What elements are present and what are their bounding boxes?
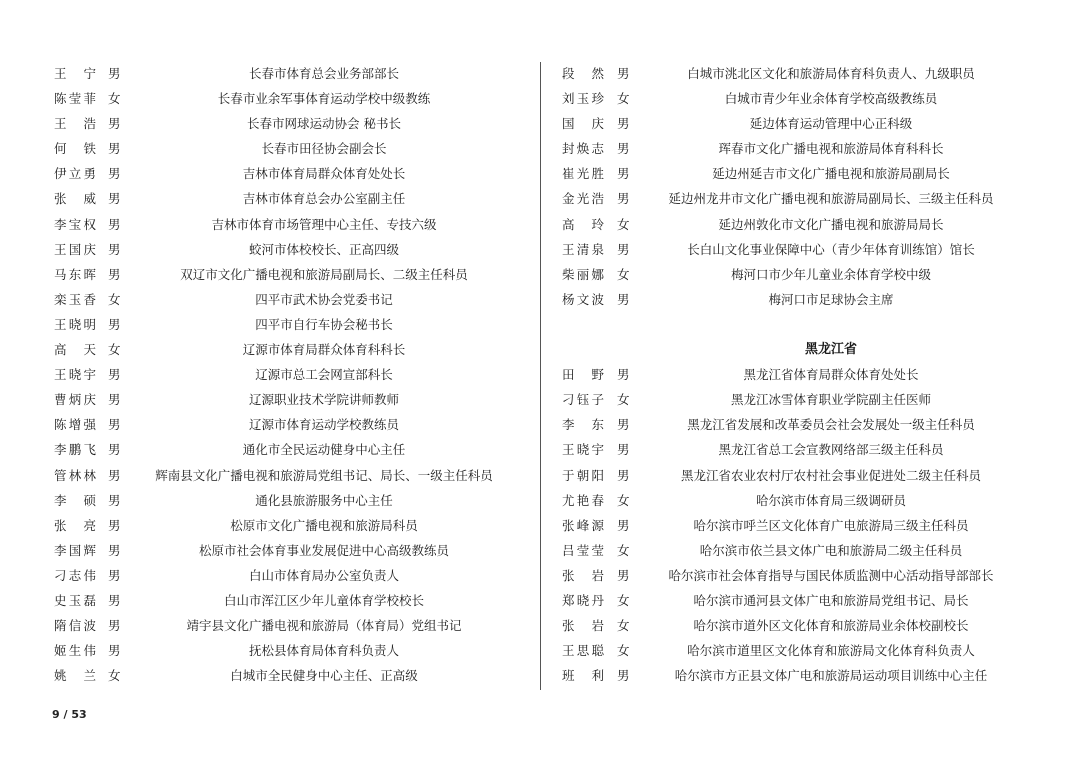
person-name: 马东晖 <box>54 266 96 282</box>
person-name: 张亮 <box>54 517 96 533</box>
person-name: 何铁 <box>54 141 96 157</box>
person-title: 白山市浑江区少年儿童体育学校校长 <box>223 592 424 608</box>
person-name: 段然 <box>562 66 604 81</box>
person-name: 姚兰 <box>54 668 96 684</box>
person-gender: 男 <box>617 517 630 533</box>
list-item <box>541 136 1080 161</box>
list-item <box>0 513 540 538</box>
person-name: 陈莹菲 <box>54 91 96 107</box>
person-title: 哈尔滨市体育局三级调研员 <box>755 492 906 508</box>
person-title: 哈尔滨市方正县文体广电和旅游局运动项目训练中心主任 <box>674 668 988 684</box>
person-title: 靖宇县文化广播电视和旅游局（体育局）党组书记 <box>186 618 462 634</box>
list-item <box>0 136 540 161</box>
list-item <box>541 186 1080 211</box>
person-title: 长春市业余军事体育运动学校中级教练 <box>217 91 431 107</box>
person-title: 蛟河市体校校长、正高四级 <box>248 241 399 257</box>
list-item <box>0 463 540 488</box>
list-item <box>0 488 540 513</box>
list-item <box>541 161 1080 186</box>
person-name: 郑晓丹 <box>562 592 604 608</box>
person-name: 张岩 <box>562 618 604 634</box>
person-gender: 男 <box>108 266 121 282</box>
person-name: 王国庆 <box>54 241 96 257</box>
list-item <box>0 61 540 86</box>
person-name: 尤艳春 <box>562 492 604 508</box>
person-name: 王晓宇 <box>54 367 96 383</box>
person-title: 哈尔滨市呼兰区文化体育广电旅游局三级主任科员 <box>693 517 969 533</box>
person-gender: 男 <box>108 618 121 634</box>
list-item <box>0 663 540 688</box>
person-gender: 女 <box>108 342 121 358</box>
person-gender: 男 <box>108 542 121 558</box>
person-gender: 女 <box>617 91 630 107</box>
person-gender: 男 <box>108 592 121 608</box>
list-item <box>541 638 1080 663</box>
person-name: 栾玉香 <box>54 291 96 307</box>
person-name: 隋信波 <box>54 618 96 634</box>
person-gender: 女 <box>108 291 121 307</box>
person-title: 哈尔滨市依兰县文体广电和旅游局二级主任科员 <box>699 542 963 558</box>
person-gender: 男 <box>108 66 121 81</box>
person-title: 松原市社会体育事业发展促进中心高级教练员 <box>198 542 449 558</box>
person-title: 长春市田径协会副会长 <box>261 141 387 157</box>
province-heading-text: 黑龙江省 <box>804 342 857 358</box>
person-name: 崔光胜 <box>562 166 604 182</box>
person-title: 辽源市体育运动学校教练员 <box>248 417 399 433</box>
person-title: 长白山文化事业保障中心（青少年体育训练馆）馆长 <box>687 241 975 257</box>
person-title: 辉南县文化广播电视和旅游局党组书记、局长、一级主任科员 <box>155 467 493 483</box>
person-name: 姬生伟 <box>54 643 96 659</box>
person-gender: 男 <box>617 141 630 157</box>
person-gender: 女 <box>108 668 121 684</box>
person-title: 梅河口市少年儿童业余体育学校中级 <box>730 266 931 282</box>
list-item <box>0 86 540 111</box>
person-name: 李东 <box>562 417 604 433</box>
province-heading <box>541 337 1080 362</box>
person-gender: 男 <box>108 141 121 157</box>
list-item <box>541 412 1080 437</box>
person-title: 延边州龙井市文化广播电视和旅游局副局长、三级主任科员 <box>668 191 994 207</box>
person-name: 吕莹莹 <box>562 542 604 558</box>
person-name: 张岩 <box>562 567 604 583</box>
list-item <box>541 463 1080 488</box>
list-item <box>0 412 540 437</box>
person-name: 李国辉 <box>54 542 96 558</box>
person-title: 黑龙江省体育局群众体育处处长 <box>743 367 919 383</box>
person-title: 抚松县体育局体育科负责人 <box>248 643 399 659</box>
person-name: 王宁 <box>54 66 96 81</box>
person-gender: 男 <box>617 467 630 483</box>
list-item <box>0 588 540 613</box>
person-title: 黑龙江省总工会宣教网络部三级主任科员 <box>718 442 944 458</box>
person-name: 史玉磊 <box>54 592 96 608</box>
list-item <box>0 161 540 186</box>
person-title: 哈尔滨市通河县文体广电和旅游局党组书记、局长 <box>693 592 969 608</box>
person-gender: 男 <box>108 643 121 659</box>
person-name: 王思聪 <box>562 643 604 659</box>
list-item <box>0 337 540 362</box>
person-title: 辽源市总工会网宣部科长 <box>255 367 393 383</box>
person-gender: 女 <box>617 492 630 508</box>
person-title: 哈尔滨市道外区文化体育和旅游局业余体校副校长 <box>693 618 969 634</box>
person-name: 李鹏飞 <box>54 442 96 458</box>
list-item <box>541 613 1080 638</box>
list-item <box>0 262 540 287</box>
person-title: 吉林市体育市场管理中心主任、专技六级 <box>211 216 437 232</box>
person-name: 班利 <box>562 668 604 684</box>
person-gender: 男 <box>108 567 121 583</box>
person-title: 延边体育运动管理中心正科级 <box>749 116 913 132</box>
person-name: 封焕志 <box>562 141 604 157</box>
person-title: 哈尔滨市道里区文化体育和旅游局文化体育科负责人 <box>687 643 975 659</box>
person-gender: 男 <box>617 66 630 81</box>
person-gender: 男 <box>617 567 630 583</box>
list-item <box>541 663 1080 688</box>
person-title: 辽源市体育局群众体育科科长 <box>242 342 406 358</box>
person-title: 吉林市体育总会办公室副主任 <box>242 191 406 207</box>
list-item <box>0 212 540 237</box>
page-number: 9 / 53 <box>52 708 87 721</box>
person-gender: 女 <box>617 618 630 634</box>
person-gender: 男 <box>617 166 630 182</box>
person-title: 哈尔滨市社会体育指导与国民体质监测中心活动指导部部长 <box>668 567 994 583</box>
person-name: 刁志伟 <box>54 567 96 583</box>
person-gender: 男 <box>108 492 121 508</box>
person-name: 陈增强 <box>54 417 96 433</box>
list-item <box>0 638 540 663</box>
person-gender: 男 <box>108 442 121 458</box>
person-name: 刘玉珍 <box>562 91 604 107</box>
person-title: 白城市全民健身中心主任、正高级 <box>230 668 418 684</box>
list-item <box>0 538 540 563</box>
list-item <box>541 61 1080 86</box>
person-name: 高天 <box>54 342 96 358</box>
person-name: 王清泉 <box>562 241 604 257</box>
person-gender: 男 <box>617 668 630 684</box>
person-title: 白山市体育局办公室负责人 <box>248 567 399 583</box>
person-title: 长春市网球运动协会 秘书长 <box>247 116 401 132</box>
list-item <box>0 186 540 211</box>
person-title: 辽源职业技术学院讲师教师 <box>248 392 399 408</box>
list-item <box>0 387 540 412</box>
person-title: 双辽市文化广播电视和旅游局副局长、二级主任科员 <box>180 266 468 282</box>
person-gender: 男 <box>108 316 121 332</box>
person-name: 于朝阳 <box>562 467 604 483</box>
person-title: 梅河口市足球协会主席 <box>768 291 894 307</box>
person-gender: 男 <box>108 191 121 207</box>
person-gender: 男 <box>108 216 121 232</box>
person-gender: 男 <box>617 116 630 132</box>
person-gender: 女 <box>108 91 121 107</box>
person-title: 珲春市文化广播电视和旅游局体育科科长 <box>718 141 944 157</box>
list-item <box>0 237 540 262</box>
list-item <box>541 362 1080 387</box>
person-name: 李硕 <box>54 492 96 508</box>
person-gender: 女 <box>617 592 630 608</box>
list-item <box>541 287 1080 312</box>
list-item <box>0 613 540 638</box>
person-gender: 男 <box>617 417 630 433</box>
list-item <box>541 588 1080 613</box>
person-name: 曹炳庆 <box>54 392 96 408</box>
person-gender: 女 <box>617 266 630 282</box>
person-name: 王晓明 <box>54 316 96 332</box>
person-gender: 男 <box>617 367 630 383</box>
person-name: 王浩 <box>54 116 96 132</box>
list-item <box>541 563 1080 588</box>
person-name: 高玲 <box>562 216 604 232</box>
person-gender: 男 <box>617 442 630 458</box>
person-name: 金光浩 <box>562 191 604 207</box>
list-item <box>541 513 1080 538</box>
list-item <box>541 111 1080 136</box>
list-item <box>541 538 1080 563</box>
left-column <box>0 61 540 688</box>
person-gender: 男 <box>617 291 630 307</box>
person-title: 通化市全民运动健身中心主任 <box>242 442 406 458</box>
person-name: 刁钰子 <box>562 392 604 408</box>
person-gender: 男 <box>108 467 121 483</box>
person-title: 延边州敦化市文化广播电视和旅游局局长 <box>718 216 944 232</box>
person-name: 张峰源 <box>562 517 604 533</box>
section-spacer <box>541 312 1080 337</box>
list-item <box>541 387 1080 412</box>
list-item <box>541 237 1080 262</box>
person-gender: 男 <box>108 417 121 433</box>
person-title: 四平市武术协会党委书记 <box>255 291 393 307</box>
person-gender: 男 <box>617 241 630 257</box>
person-title: 四平市自行车协会秘书长 <box>255 316 393 332</box>
person-title: 白城市洮北区文化和旅游局体育科负责人、九级职员 <box>687 66 975 81</box>
person-title: 吉林市体育局群众体育处处长 <box>242 166 406 182</box>
list-item <box>541 488 1080 513</box>
person-gender: 男 <box>108 517 121 533</box>
person-title: 白城市青少年业余体育学校高级教练员 <box>724 91 938 107</box>
person-title: 长春市体育总会业务部部长 <box>248 66 399 81</box>
person-title: 黑龙江冰雪体育职业学院副主任医师 <box>730 392 931 408</box>
person-gender: 男 <box>108 367 121 383</box>
person-gender: 女 <box>617 542 630 558</box>
person-name: 王晓宇 <box>562 442 604 458</box>
person-gender: 男 <box>108 392 121 408</box>
list-item <box>0 362 540 387</box>
person-gender: 男 <box>108 241 121 257</box>
person-name: 伊立勇 <box>54 166 96 182</box>
person-name: 张威 <box>54 191 96 207</box>
person-title: 黑龙江省发展和改革委员会社会发展处一级主任科员 <box>687 417 975 433</box>
person-gender: 男 <box>617 191 630 207</box>
list-item <box>541 212 1080 237</box>
person-gender: 女 <box>617 392 630 408</box>
person-title: 延边州延吉市文化广播电视和旅游局副局长 <box>712 166 950 182</box>
list-item <box>541 86 1080 111</box>
person-title: 通化县旅游服务中心主任 <box>255 492 393 508</box>
list-item <box>0 312 540 337</box>
list-item <box>0 563 540 588</box>
list-item <box>541 437 1080 462</box>
person-gender: 女 <box>617 643 630 659</box>
person-title: 松原市文化广播电视和旅游局科员 <box>230 517 418 533</box>
person-name: 管林林 <box>54 467 96 483</box>
person-title: 黑龙江省农业农村厅农村社会事业促进处二级主任科员 <box>680 467 981 483</box>
list-item <box>0 111 540 136</box>
list-item <box>0 287 540 312</box>
right-column <box>541 61 1080 688</box>
person-name: 柴丽娜 <box>562 266 604 282</box>
person-name: 李宝权 <box>54 216 96 232</box>
person-gender: 男 <box>108 166 121 182</box>
list-item <box>0 437 540 462</box>
person-gender: 男 <box>108 116 121 132</box>
list-item <box>541 262 1080 287</box>
person-gender: 女 <box>617 216 630 232</box>
person-name: 国庆 <box>562 116 604 132</box>
person-name: 田野 <box>562 367 604 383</box>
person-name: 杨文波 <box>562 291 604 307</box>
